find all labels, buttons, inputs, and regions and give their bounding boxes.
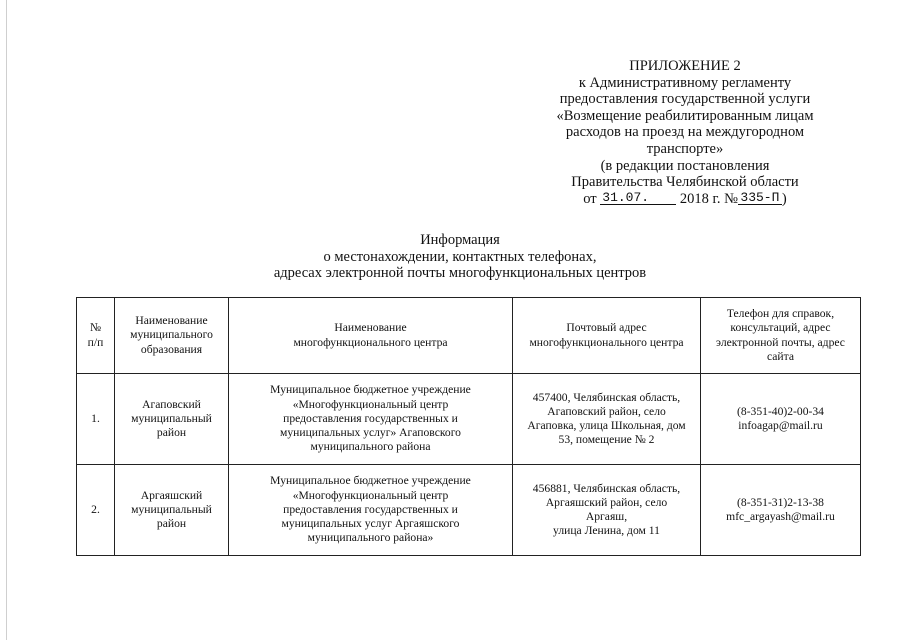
- heading-title: Информация: [420, 232, 500, 248]
- closing-paren: ): [781, 190, 787, 207]
- row-contacts: (8-351-31)2-13-38 mfc_argayash@mail.ru: [701, 465, 861, 556]
- header-center-name: Наименование многофункционального центра: [229, 298, 513, 374]
- table-row: [77, 374, 861, 465]
- document-heading: [230, 232, 690, 282]
- header-contacts: Телефон для справок, консультаций, адрес электронной почты, адрес сайта: [701, 298, 861, 374]
- row-municipality: Аргаяшский муниципальный район: [115, 465, 229, 556]
- row-postal-address: 456881, Челябинская область, Аргаяшский район, село Аргаяш, улица Ленина, дом 11: [513, 465, 701, 556]
- row-center-name: Муниципальное бюджетное учреждение «Многофункциональный центр предоставления государственных и муниципальных услуг Аргаяшского муниципального района»: [229, 465, 513, 556]
- table-header-row: [77, 298, 861, 374]
- appendix-date-line: [520, 191, 850, 208]
- row-number: 1.: [77, 374, 115, 465]
- heading-line: о местонахождении, контактных телефонах,: [323, 248, 597, 265]
- row-municipality: Агаповский муниципальный район: [115, 374, 229, 465]
- appendix-line: предоставления государственной услуги: [559, 91, 811, 108]
- appendix-block: [520, 58, 850, 207]
- page-edge-line: [6, 0, 7, 640]
- appendix-line: расходов на проезд на междугородном: [565, 124, 805, 141]
- appendix-line: «Возмещение реабилитированным лицам: [556, 107, 814, 124]
- row-postal-address: 457400, Челябинская область, Агаповский район, село Агаповка, улица Школьная, дом 53, помещение № 2: [513, 374, 701, 465]
- appendix-line: Правительства Челябинской области: [571, 174, 799, 191]
- row-contacts: (8-351-40)2-00-34 infoagap@mail.ru: [701, 374, 861, 465]
- appendix-line: к Административному регламенту: [578, 74, 792, 91]
- appendix-title: ПРИЛОЖЕНИЕ 2: [629, 58, 741, 74]
- mfc-table: [76, 297, 861, 556]
- appendix-line: (в редакции постановления: [600, 157, 770, 174]
- heading-line: адресах электронной почты многофункциональных центров: [273, 265, 647, 282]
- date-prefix: от: [583, 190, 597, 207]
- year-text: 2018 г. №: [679, 190, 738, 207]
- handwritten-number: 335-П: [738, 191, 782, 205]
- table-row: [77, 465, 861, 556]
- row-center-name: Муниципальное бюджетное учреждение «Многофункциональный центр предоставления государственных и муниципальных услуг» Агаповского муниципального района: [229, 374, 513, 465]
- header-postal-address: Почтовый адрес многофункционального центра: [513, 298, 701, 374]
- row-number: 2.: [77, 465, 115, 556]
- header-municipality: Наименование муниципального образования: [115, 298, 229, 374]
- appendix-line: транспорте»: [646, 140, 724, 157]
- handwritten-date: 31.07.: [600, 191, 676, 205]
- header-number: № п/п: [77, 298, 115, 374]
